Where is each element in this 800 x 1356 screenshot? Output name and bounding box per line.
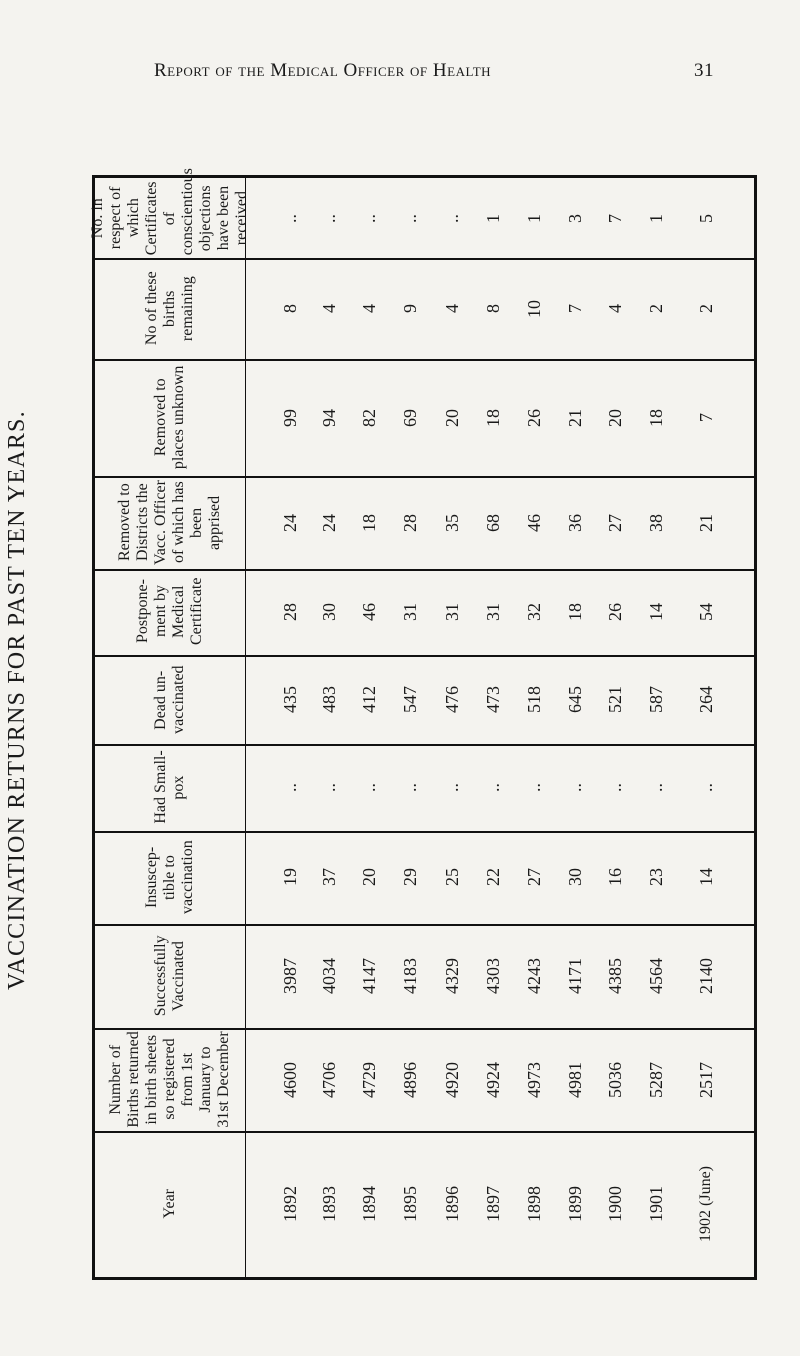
cell-value: 4600 [279,1061,300,1098]
table-cell [514,1032,554,1127]
table-cell [595,573,635,650]
cell-value: 7 [604,213,625,223]
table-cell [514,1135,554,1273]
column-header-label: Had Small-pox [152,751,187,825]
table-cell [349,573,389,650]
table-cell [686,363,726,472]
table-cell [595,928,635,1024]
table-cell [473,748,513,827]
cell-value: .. [523,783,544,793]
cell-value: 68 [482,513,503,532]
cell-value: 20 [604,408,625,427]
cell-value: 1897 [482,1185,503,1222]
table-cell [686,659,726,741]
cell-value: 30 [318,602,339,621]
cell-value: 4329 [441,958,462,995]
table-cell [555,262,595,355]
table-cell [270,182,310,254]
cell-value: 435 [279,685,300,713]
table-cell [473,363,513,472]
cell-value: 1899 [564,1185,585,1222]
cell-value: 1902 (June) [697,1166,714,1242]
column-header [95,924,245,1028]
cell-value: 24 [279,513,300,532]
table-cell [432,262,472,355]
cell-value: 18 [564,602,585,621]
cell-value: 4 [604,304,625,314]
table-cell [432,573,472,650]
cell-value: 4729 [358,1061,379,1098]
cell-value: 1 [645,213,666,223]
cell-value: 2 [695,304,716,314]
table-cell [636,659,676,741]
cell-value: 4981 [564,1061,585,1098]
cell-value: 4896 [399,1061,420,1098]
table-cell [555,363,595,472]
cell-value: 20 [441,408,462,427]
table-cell [270,262,310,355]
cell-value: 4147 [358,958,379,995]
cell-value: 99 [279,408,300,427]
table-cell [686,1135,726,1273]
table-cell [390,573,430,650]
table-cell [270,835,310,920]
table-cell [390,182,430,254]
table-cell [555,1135,595,1273]
table-cell [636,748,676,827]
cell-value: 25 [441,868,462,887]
table-cell [349,1135,389,1273]
table-cell [390,480,430,565]
table-title: VACCINATION RETURNS FOR PAST TEN YEARS. [4,410,30,990]
table-cell [595,835,635,920]
cell-value: .. [645,783,666,793]
table-cell [473,573,513,650]
table-cell [432,835,472,920]
table-cell [686,928,726,1024]
column-header [95,655,245,745]
cell-value: 1901 [645,1185,666,1222]
table-cell [514,835,554,920]
table-cell [349,262,389,355]
table-cell [555,480,595,565]
column-header [95,831,245,924]
cell-value: 20 [358,868,379,887]
cell-value: .. [318,783,339,793]
cell-value: 29 [399,868,420,887]
table-cell [636,1135,676,1273]
table-cell [270,1032,310,1127]
cell-value: 18 [645,408,666,427]
cell-value: 26 [604,602,625,621]
cell-value: 31 [399,602,420,621]
cell-value: .. [318,213,339,223]
table-cell [390,748,430,827]
cell-value: 16 [604,868,625,887]
column-header [95,569,245,654]
cell-value: 3987 [279,958,300,995]
table-cell [473,262,513,355]
table-cell [390,262,430,355]
column-header-label: No of these births remaining [143,271,196,346]
cell-value: 28 [279,602,300,621]
vaccination-returns-table [89,168,757,1280]
cell-value: 4303 [482,958,503,995]
cell-value: 36 [564,513,585,532]
cell-value: 4920 [441,1061,462,1098]
cell-value: 4243 [523,958,544,995]
cell-value: 2517 [695,1061,716,1098]
table-cell [595,182,635,254]
cell-value: 69 [399,408,420,427]
cell-value: 483 [318,685,339,713]
cell-value: 4706 [318,1061,339,1098]
column-header-label: Dead un-vaccinated [152,665,187,734]
cell-value: 10 [523,299,544,318]
cell-value: 23 [645,868,666,887]
column-header-label: Removed to places unknown [152,366,187,470]
table-cell [432,363,472,472]
table-cell [270,928,310,1024]
cell-value: .. [482,783,503,793]
column-header-label: Removed to Districts the Vacc. Officer of which has been apprised [116,480,223,566]
cell-value: 31 [482,602,503,621]
page-number: 31 [694,60,714,81]
cell-value: 4 [441,304,462,314]
table-cell [432,1032,472,1127]
table-cell [309,659,349,741]
table-cell [636,262,676,355]
table-cell [636,1032,676,1127]
table-cell [636,182,676,254]
cell-value: 1 [482,213,503,223]
column-header-label: Insuscep-tible to vaccination [143,840,196,915]
cell-value: 8 [482,304,503,314]
table-cell [309,1135,349,1273]
table-cell [309,363,349,472]
table-cell [514,363,554,472]
column-header [95,1028,245,1131]
table-cell [514,748,554,827]
cell-value: 4 [318,304,339,314]
cell-value: .. [399,213,420,223]
page-header [154,60,714,90]
table-cell [270,748,310,827]
table-cell [309,480,349,565]
table-cell [636,363,676,472]
cell-value: .. [441,213,462,223]
cell-value: .. [564,783,585,793]
column-header [95,476,245,569]
table-cell [390,1032,430,1127]
cell-value: 9 [399,304,420,314]
cell-value: 38 [645,513,666,532]
table-cell [473,835,513,920]
table-cell [686,835,726,920]
table-cell [595,748,635,827]
cell-value: 4564 [645,958,666,995]
table-cell [595,480,635,565]
table-cell [595,1032,635,1127]
cell-value: 54 [695,602,716,621]
table-cell [349,1032,389,1127]
table-cell [309,928,349,1024]
cell-value: 19 [279,868,300,887]
table-cell [473,182,513,254]
cell-value: 476 [441,685,462,713]
cell-value: 7 [695,413,716,423]
table-cell [309,182,349,254]
column-header [95,744,245,831]
table-cell [636,480,676,565]
table-cell [473,1135,513,1273]
cell-value: 30 [564,868,585,887]
cell-value: 4183 [399,958,420,995]
cell-value: 14 [645,602,666,621]
table-cell [473,928,513,1024]
table-cell [514,573,554,650]
cell-value: 1895 [399,1185,420,1222]
table-cell [473,659,513,741]
cell-value: 14 [695,868,716,887]
table-cell [432,1135,472,1273]
cell-value: 46 [358,602,379,621]
table-cell [270,480,310,565]
cell-value: 31 [441,602,462,621]
cell-value: 587 [645,685,666,713]
table-cell [349,928,389,1024]
table-cell [309,262,349,355]
table-cell [432,928,472,1024]
table-cell [514,182,554,254]
cell-value: 1900 [604,1185,625,1222]
table-cell [555,928,595,1024]
header-divider [245,178,246,1277]
table-cell [349,835,389,920]
table-cell [309,748,349,827]
cell-value: 1896 [441,1185,462,1222]
table-cell [349,659,389,741]
cell-value: 27 [523,868,544,887]
table-cell [432,182,472,254]
cell-value: 18 [358,513,379,532]
table-cell [555,659,595,741]
table-cell [309,573,349,650]
table-cell [555,182,595,254]
table-cell [555,748,595,827]
cell-value: 35 [441,513,462,532]
table-cell [432,480,472,565]
column-header [89,168,250,258]
cell-value: 94 [318,408,339,427]
cell-value: 4385 [604,958,625,995]
table-cell [473,1032,513,1127]
cell-value: 521 [604,685,625,713]
table-cell [349,363,389,472]
cell-value: 645 [564,685,585,713]
cell-value: 4171 [564,958,585,995]
cell-value: 1894 [358,1185,379,1222]
table-cell [514,480,554,565]
table-cell [686,573,726,650]
cell-value: 1892 [279,1185,300,1222]
table-cell [686,480,726,565]
cell-value: .. [604,783,625,793]
table-cell [595,659,635,741]
table-cell [309,835,349,920]
table-cell [595,1135,635,1273]
cell-value: 264 [695,685,716,713]
column-header [95,1131,245,1277]
cell-value: 1893 [318,1185,339,1222]
table-cell [636,573,676,650]
cell-value: 7 [564,304,585,314]
table-cell [432,748,472,827]
cell-value: 21 [564,408,585,427]
table-cell [432,659,472,741]
table-cell [349,748,389,827]
cell-value: 1 [523,213,544,223]
table-cell [390,928,430,1024]
table-cell [270,363,310,472]
cell-value: .. [279,783,300,793]
cell-value: .. [695,783,716,793]
cell-value: 21 [695,513,716,532]
cell-value: 518 [523,685,544,713]
column-header [95,258,245,359]
cell-value: 46 [523,513,544,532]
table-cell [514,928,554,1024]
column-header-label: Year [161,1189,178,1219]
page-header-title: Report of the Medical Officer of Health [154,60,492,81]
cell-value: 1898 [523,1185,544,1222]
table-cell [555,1032,595,1127]
table-cell [514,659,554,741]
table-cell [390,659,430,741]
cell-value: 22 [482,868,503,887]
cell-value: 82 [358,408,379,427]
table-cell [270,573,310,650]
table-cell [686,182,726,254]
column-header-label: Successfully Vaccinated [152,935,187,1017]
table-cell [390,1135,430,1273]
column-header-label: No. in respect of which Certificates of conscientious objections have been received [89,168,250,256]
table-cell [390,835,430,920]
cell-value: 547 [399,685,420,713]
cell-value: 5287 [645,1061,666,1098]
cell-value: 473 [482,685,503,713]
cell-value: 5 [695,213,716,223]
cell-value: 2140 [695,958,716,995]
cell-value: 412 [358,685,379,713]
cell-value: 4 [358,304,379,314]
cell-value: 27 [604,513,625,532]
cell-value: .. [441,783,462,793]
cell-value: 24 [318,513,339,532]
table-cell [270,659,310,741]
cell-value: 37 [318,868,339,887]
table-cell [636,835,676,920]
table-cell [686,262,726,355]
table-cell [309,1032,349,1127]
table-cell [636,928,676,1024]
cell-value: 26 [523,408,544,427]
cell-value: 28 [399,513,420,532]
cell-value: 32 [523,602,544,621]
table-cell [595,262,635,355]
table-cell [555,573,595,650]
table-cell [595,363,635,472]
cell-value: 18 [482,408,503,427]
column-header [95,359,245,476]
cell-value: .. [279,213,300,223]
table-cell [473,480,513,565]
table-cell [390,363,430,472]
cell-value: .. [358,213,379,223]
cell-value: 5036 [604,1061,625,1098]
table-cell [349,182,389,254]
table-cell [270,1135,310,1273]
table-cell [686,1032,726,1127]
cell-value: 2 [645,304,666,314]
cell-value: 8 [279,304,300,314]
column-header-label: Number of Births returned in birth sheets so registered from 1st January to 31st December [107,1031,232,1128]
table-cell [555,835,595,920]
cell-value: .. [399,783,420,793]
cell-value: 4924 [482,1061,503,1098]
table-cell [349,480,389,565]
table-cell [686,748,726,827]
cell-value: .. [358,783,379,793]
cell-value: 4973 [523,1061,544,1098]
table-cell [514,262,554,355]
cell-value: 4034 [318,958,339,995]
column-header-label: Postpone-ment by Medical Certificate [134,578,205,646]
cell-value: 3 [564,213,585,223]
